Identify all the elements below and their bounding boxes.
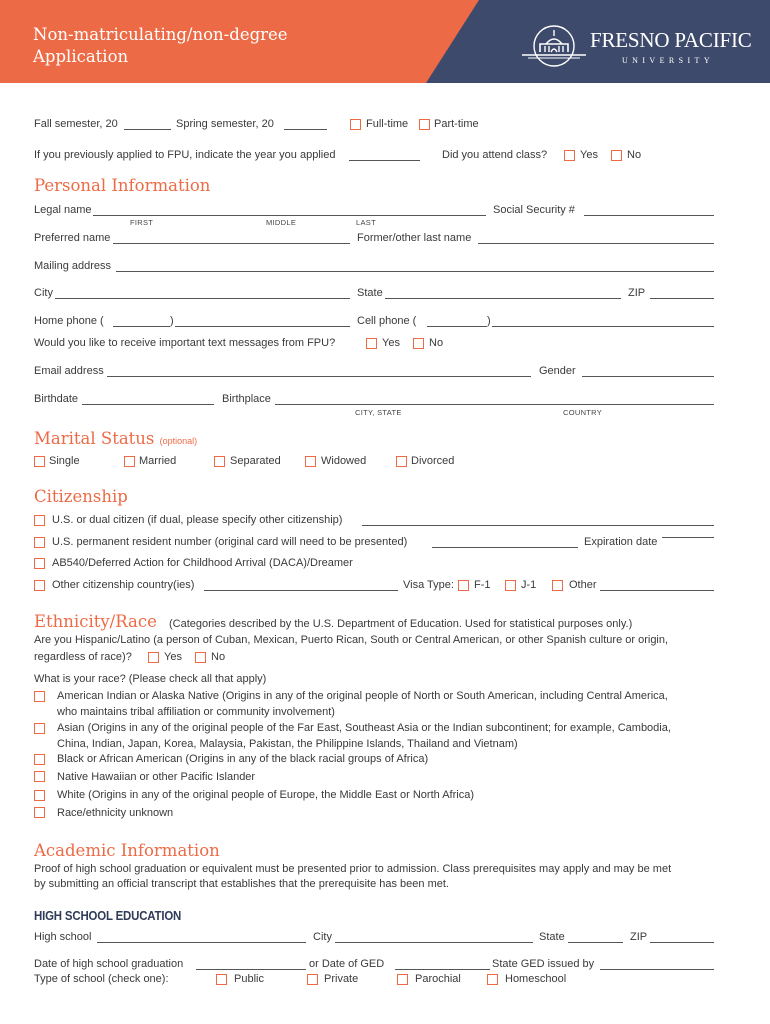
visa-f1-checkbox[interactable] (458, 580, 469, 591)
cell-phone-label: Cell phone ( (357, 315, 417, 327)
marital-widowed-checkbox[interactable] (305, 456, 316, 467)
marital-married-checkbox[interactable] (124, 456, 135, 467)
previous-year-field[interactable] (349, 160, 420, 161)
ged-state-field[interactable] (600, 969, 714, 970)
hispanic-question-line1: Are you Hispanic/Latino (a person of Cuban, Mexican, Puerto Rican, South or Central American, or other Spanish culture or origin, (34, 634, 669, 646)
school-homeschool-checkbox[interactable] (487, 974, 498, 985)
us-citizen-checkbox[interactable] (34, 515, 45, 526)
preferred-name-field[interactable] (113, 243, 350, 244)
race-asian-label-cont: China, Indian, Japan, Korea, Malaysia, Pakistan, the Philippine Islands, Thailand and Vietnam) (57, 738, 518, 750)
hispanic-yes-checkbox[interactable] (148, 652, 159, 663)
school-parochial-checkbox[interactable] (397, 974, 408, 985)
marital-heading-text: Marital Status (34, 429, 155, 448)
race-black-checkbox[interactable] (34, 754, 45, 765)
parttime-label: Part-time (434, 118, 479, 130)
parttime-checkbox[interactable] (419, 119, 430, 130)
marital-married-label: Married (139, 455, 177, 467)
hs-state-label: State (539, 931, 565, 943)
attended-no-checkbox[interactable] (611, 150, 622, 161)
ethnicity-heading: Ethnicity/Race (34, 612, 157, 631)
race-american-indian-checkbox[interactable] (34, 691, 45, 702)
race-american-indian-label: American Indian or Alaska Native (Origins in any of the original people of North or South American, including Central America, (57, 690, 668, 702)
attended-class-label: Did you attend class? (442, 149, 548, 161)
hispanic-question-line2: regardless of race)? (34, 651, 132, 663)
hispanic-yes-label: Yes (164, 651, 182, 663)
daca-checkbox[interactable] (34, 558, 45, 569)
race-asian-checkbox[interactable] (34, 723, 45, 734)
title-line-2: Application (33, 47, 129, 66)
first-name-caption: FIRST (130, 218, 154, 227)
marital-status-heading (34, 429, 197, 448)
title-line-1: Non-matriculating/non-degree (33, 25, 288, 44)
spring-semester-label: Spring semester, 20 (176, 118, 274, 130)
ged-date-label: or Date of GED (309, 958, 385, 970)
state-field[interactable] (385, 298, 621, 299)
cell-phone-area-field[interactable] (427, 326, 487, 327)
ssn-field[interactable] (584, 215, 714, 216)
last-name-caption: LAST (356, 218, 376, 227)
hispanic-no-checkbox[interactable] (195, 652, 206, 663)
school-type-label: Type of school (check one): (34, 973, 169, 985)
former-name-label: Former/other last name (357, 232, 472, 244)
logo-chapel-icon (518, 22, 588, 68)
home-phone-field[interactable] (175, 326, 350, 327)
university-logo (518, 22, 752, 68)
marital-single-label: Single (49, 455, 80, 467)
legal-name-field[interactable] (93, 215, 486, 216)
hs-zip-label: ZIP (630, 931, 648, 943)
visa-j1-checkbox[interactable] (505, 580, 516, 591)
birthdate-field[interactable] (82, 404, 214, 405)
other-country-field[interactable] (204, 590, 398, 591)
marital-separated-label: Separated (230, 455, 281, 467)
us-citizen-label: U.S. or dual citizen (if dual, please specify other citizenship) (52, 514, 343, 526)
email-field[interactable] (107, 376, 531, 377)
visa-j1-label: J-1 (521, 579, 537, 591)
marital-optional-note: (optional) (159, 436, 198, 446)
high-school-label: High school (34, 931, 92, 943)
resident-number-field[interactable] (432, 547, 578, 548)
school-private-checkbox[interactable] (307, 974, 318, 985)
country-caption: COUNTRY (563, 408, 603, 417)
school-private-label: Private (324, 973, 359, 985)
fall-year-field[interactable] (124, 129, 171, 130)
marital-divorced-label: Divorced (411, 455, 455, 467)
school-parochial-label: Parochial (415, 973, 461, 985)
high-school-heading: HIGH SCHOOL EDUCATION (34, 908, 182, 923)
attended-no-label: No (627, 149, 642, 161)
race-asian-label: Asian (Origins in any of the original people of the Far East, Southeast Asia or the Indian subcontinent; for example, Cambodia, (57, 722, 671, 734)
page-title (33, 24, 288, 68)
academic-info-heading: Academic Information (34, 841, 220, 860)
hs-zip-field[interactable] (650, 942, 714, 943)
expiration-date-field[interactable] (662, 537, 714, 538)
middle-name-caption: MIDDLE (266, 218, 297, 227)
previous-applied-label: If you previously applied to FPU, indicate the year you applied (34, 149, 336, 161)
email-label: Email address (34, 365, 104, 377)
logo-name: FRESNO PACIFIC (590, 28, 752, 52)
race-black-label: Black or African American (Origins in any of the black racial groups of Africa) (57, 753, 429, 765)
academic-paragraph-line1: Proof of high school graduation or equivalent must be presented prior to admission. Class prerequisites may apply and may be met (34, 863, 672, 875)
academic-paragraph-line2: by submitting an official transcript that establishes that the prerequisite has been met. (34, 878, 449, 890)
hs-state-field[interactable] (568, 942, 623, 943)
fulltime-label: Full-time (366, 118, 409, 130)
home-phone-area-field[interactable] (113, 326, 170, 327)
marital-single-checkbox[interactable] (34, 456, 45, 467)
legal-name-label: Legal name (34, 204, 92, 216)
marital-separated-checkbox[interactable] (214, 456, 225, 467)
city-label: City (34, 287, 53, 299)
race-american-indian-label-cont: who maintains tribal affiliation or community involvement) (57, 706, 335, 718)
mailing-address-label: Mailing address (34, 260, 112, 272)
visa-type-label: Visa Type: (403, 579, 454, 591)
zip-label: ZIP (628, 287, 646, 299)
birthplace-label: Birthplace (222, 393, 271, 405)
other-citizenship-field[interactable] (362, 525, 714, 526)
ssn-label: Social Security # (493, 204, 575, 216)
former-name-field[interactable] (478, 243, 714, 244)
race-hawaiian-checkbox[interactable] (34, 771, 45, 782)
marital-widowed-label: Widowed (321, 455, 367, 467)
other-citizenship-label: Other citizenship country(ies) (52, 579, 195, 591)
citizenship-heading: Citizenship (34, 487, 128, 506)
high-school-field[interactable] (97, 942, 306, 943)
attended-yes-checkbox[interactable] (564, 150, 575, 161)
visa-other-label: Other (569, 579, 597, 591)
marital-divorced-checkbox[interactable] (396, 456, 407, 467)
fulltime-checkbox[interactable] (350, 119, 361, 130)
visa-f1-label: F-1 (474, 579, 491, 591)
ged-date-field[interactable] (395, 969, 490, 970)
daca-label: AB540/Deferred Action for Childhood Arrival (DACA)/Dreamer (52, 557, 353, 569)
expiration-date-label: Expiration date (584, 536, 658, 548)
mailing-address-field[interactable] (116, 271, 714, 272)
gender-field[interactable] (582, 376, 714, 377)
race-unknown-label: Race/ethnicity unknown (57, 807, 174, 819)
hs-city-label: City (313, 931, 332, 943)
city-field[interactable] (55, 298, 350, 299)
zip-field[interactable] (650, 298, 714, 299)
race-unknown-checkbox[interactable] (34, 807, 45, 818)
race-white-checkbox[interactable] (34, 790, 45, 801)
school-public-label: Public (234, 973, 264, 985)
school-public-checkbox[interactable] (216, 974, 227, 985)
visa-other-checkbox[interactable] (552, 580, 563, 591)
fall-semester-label: Fall semester, 20 (34, 118, 118, 130)
visa-other-field[interactable] (600, 590, 714, 591)
texts-yes-label: Yes (382, 337, 400, 349)
birthdate-label: Birthdate (34, 393, 79, 405)
texts-no-label: No (429, 337, 444, 349)
personal-info-heading: Personal Information (34, 176, 211, 195)
race-hawaiian-label: Native Hawaiian or other Pacific Islander (57, 771, 256, 783)
home-phone-label: Home phone ( (34, 315, 104, 327)
graduation-date-label: Date of high school graduation (34, 958, 184, 970)
ged-state-label: State GED issued by (492, 958, 595, 970)
home-phone-paren: ) (170, 315, 174, 327)
school-homeschool-label: Homeschool (505, 973, 567, 985)
page-header (0, 0, 770, 83)
graduation-date-field[interactable] (196, 969, 306, 970)
permanent-resident-checkbox[interactable] (34, 537, 45, 548)
texts-yes-checkbox[interactable] (366, 338, 377, 349)
birthplace-field[interactable] (275, 404, 714, 405)
spring-year-field[interactable] (284, 129, 327, 130)
city-state-caption: CITY, STATE (355, 408, 402, 417)
hispanic-no-label: No (211, 651, 226, 663)
attended-yes-label: Yes (580, 149, 598, 161)
race-question: What is your race? (Please check all that apply) (34, 673, 267, 685)
other-citizenship-checkbox[interactable] (34, 580, 45, 591)
cell-phone-paren: ) (487, 315, 491, 327)
state-label: State (357, 287, 383, 299)
text-messages-label: Would you like to receive important text messages from FPU? (34, 337, 336, 349)
ethnicity-note: (Categories described by the U.S. Department of Education. Used for statistical purposes only.) (169, 618, 633, 630)
race-white-label: White (Origins in any of the original people of Europe, the Middle East or North Africa) (57, 789, 474, 801)
preferred-name-label: Preferred name (34, 232, 111, 244)
texts-no-checkbox[interactable] (413, 338, 424, 349)
logo-subtitle: UNIVERSITY (622, 56, 714, 65)
hs-city-field[interactable] (335, 942, 533, 943)
permanent-resident-label: U.S. permanent resident number (original card will need to be presented) (52, 536, 408, 548)
cell-phone-field[interactable] (492, 326, 714, 327)
gender-label: Gender (539, 365, 576, 377)
